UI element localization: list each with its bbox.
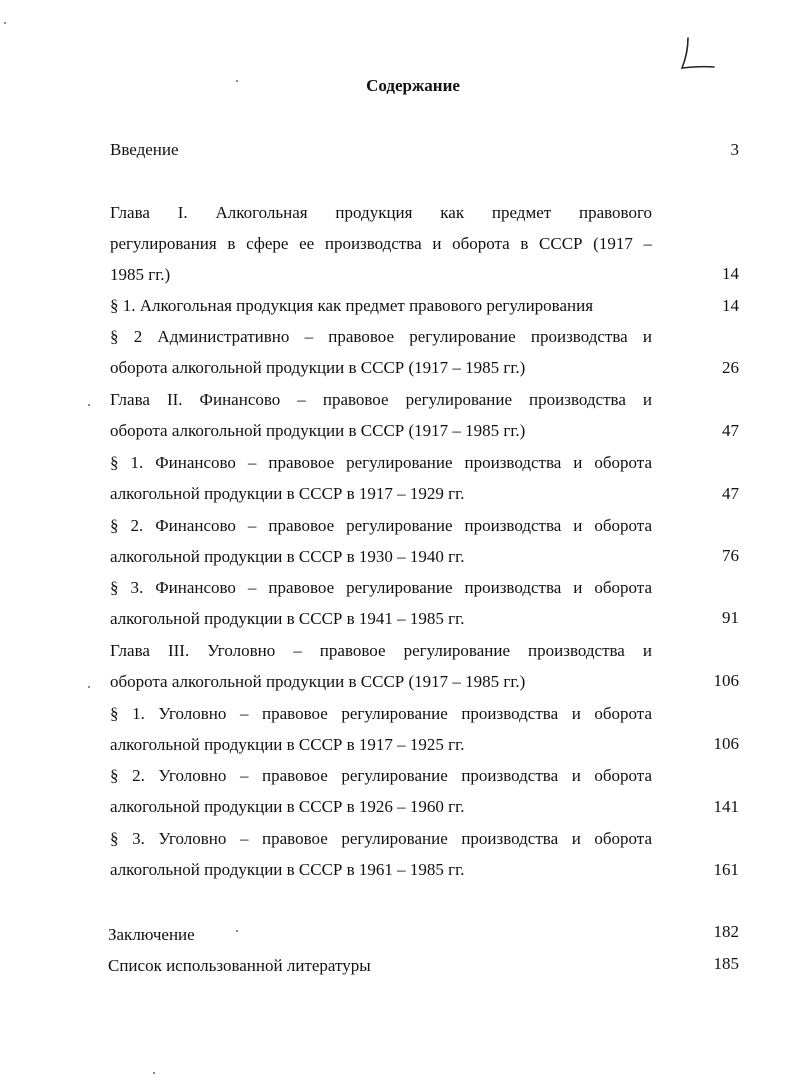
toc-entry-ch2-sec1-line-1: § 1. Финансово – правовое регулирование производства и оборота	[110, 453, 652, 472]
toc-page-ch3-sec3: 161	[713, 860, 739, 879]
toc-entry-ch3-sec1-line-1: § 1. Уголовно – правовое регулирование производства и оборота	[110, 704, 652, 723]
scan-speck	[236, 930, 238, 932]
toc-page-ch1-sec2: 26	[722, 358, 739, 377]
toc-entry-ch1-sec1: § 1. Алкогольная продукция как предмет правового регулирования	[110, 296, 594, 315]
toc-entry-ch3-sec2-line-1: § 2. Уголовно – правовое регулирование производства и оборота	[110, 766, 652, 785]
scan-speck	[236, 80, 238, 82]
toc-page-intro: 3	[730, 140, 739, 159]
toc-entry-chapter-3-line-2: оборота алкогольной продукции в СССР (1917 – 1985 гг.)	[110, 672, 526, 691]
toc-page-bibliography: 185	[713, 954, 739, 973]
toc-entry-ch3-sec3-line-2: алкогольной продукции в СССР в 1961 – 1985 гг.	[110, 860, 465, 879]
toc-entry-chapter-1-line-2: регулирования в сфере ее производства и оборота в СССР (1917 –	[110, 234, 652, 253]
toc-page-conclusion: 182	[713, 922, 739, 941]
toc-entry-ch2-sec2-line-1: § 2. Финансово – правовое регулирование производства и оборота	[110, 516, 652, 535]
toc-entry-ch3-sec1-line-2: алкогольной продукции в СССР в 1917 – 1925 гг.	[110, 735, 465, 754]
scan-speck	[88, 404, 90, 406]
toc-page-chapter-1: 14	[722, 264, 739, 283]
scan-speck	[153, 1072, 155, 1074]
scan-speck	[88, 686, 90, 688]
toc-page-ch2-sec2: 76	[722, 546, 739, 565]
toc-entry-intro: Введение	[110, 140, 179, 159]
toc-title: Содержание	[366, 76, 460, 95]
toc-page-ch3-sec1: 106	[713, 734, 739, 753]
toc-entry-conclusion: Заключение	[108, 925, 195, 944]
toc-entry-ch2-sec3-line-1: § 3. Финансово – правовое регулирование производства и оборота	[110, 578, 652, 597]
toc-page-ch2-sec1: 47	[722, 484, 739, 503]
toc-entry-ch2-sec3-line-2: алкогольной продукции в СССР в 1941 – 1985 гг.	[110, 609, 465, 628]
toc-page-ch1-sec1: 14	[722, 296, 739, 315]
toc-entry-chapter-1-line-3: 1985 гг.)	[110, 265, 171, 284]
toc-page-chapter-2: 47	[722, 421, 739, 440]
toc-entry-ch3-sec2-line-2: алкогольной продукции в СССР в 1926 – 1960 гг.	[110, 797, 465, 816]
toc-entry-chapter-3-line-1: Глава III. Уголовно – правовое регулирование производства и	[110, 641, 652, 660]
toc-page-ch2-sec3: 91	[722, 608, 739, 627]
toc-entry-chapter-1-line-1: Глава I. Алкогольная продукция как предмет правового	[110, 203, 652, 222]
scan-speck	[4, 22, 6, 24]
toc-entry-chapter-2-line-2: оборота алкогольной продукции в СССР (1917 – 1985 гг.)	[110, 421, 526, 440]
toc-entry-ch1-sec2-line-1: § 2 Административно – правовое регулирование производства и	[110, 327, 652, 346]
toc-entry-chapter-2-line-1: Глава II. Финансово – правовое регулирование производства и	[110, 390, 652, 409]
toc-entry-bibliography: Список использованной литературы	[108, 956, 371, 975]
toc-entry-ch1-sec2-line-2: оборота алкогольной продукции в СССР (1917 – 1985 гг.)	[110, 358, 526, 377]
handwritten-page-number	[676, 34, 720, 74]
toc-entry-ch3-sec3-line-1: § 3. Уголовно – правовое регулирование производства и оборота	[110, 829, 652, 848]
toc-entry-ch2-sec2-line-2: алкогольной продукции в СССР в 1930 – 1940 гг.	[110, 547, 465, 566]
toc-entry-ch2-sec1-line-2: алкогольной продукции в СССР в 1917 – 1929 гг.	[110, 484, 465, 503]
toc-page-chapter-3: 106	[713, 671, 739, 690]
toc-page-ch3-sec2: 141	[713, 797, 739, 816]
